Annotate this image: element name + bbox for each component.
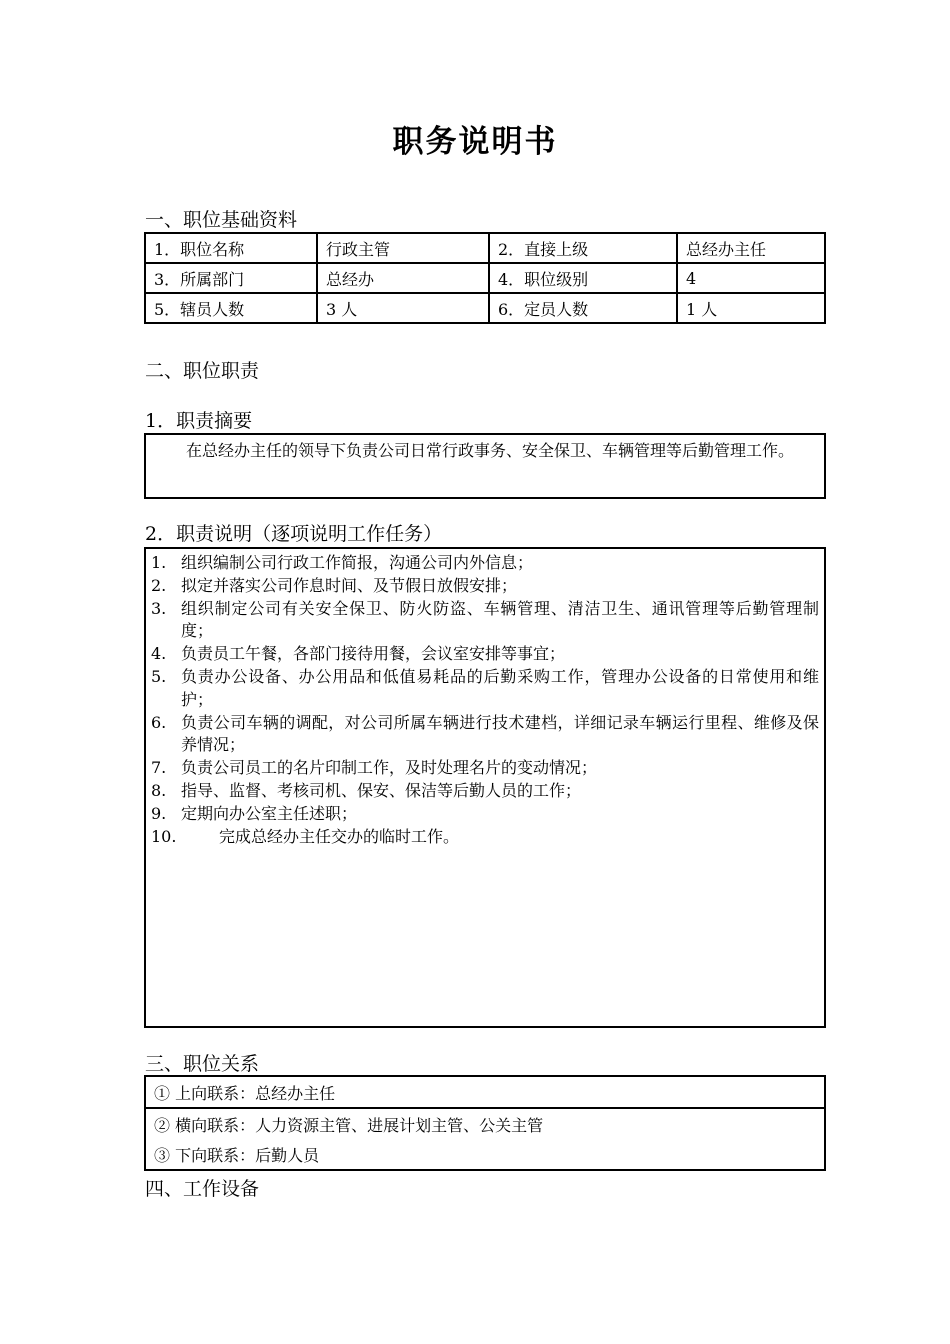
table-row <box>145 293 825 323</box>
table-cell: 2．直接上级 <box>489 233 677 263</box>
table-cell: 3．所属部门 <box>145 263 317 293</box>
section-duty-details: 2．职责说明（逐项说明工作任务） <box>145 523 443 545</box>
document-title: 职务说明书 <box>392 124 558 160</box>
table-cell: 6．定员人数 <box>489 293 677 323</box>
list-item <box>151 757 819 780</box>
table-cell: 4．职位级别 <box>489 263 677 293</box>
table-cell: 总经办 <box>317 263 489 293</box>
section-relations: 三、职位关系 <box>145 1053 260 1075</box>
list-item-text: 指导、监督、考核司机、保安、保洁等后勤人员的工作； <box>181 780 582 800</box>
list-item-number: 1. <box>151 553 167 572</box>
list-item-text: 完成总经办主任交办的临时工作。 <box>219 826 460 846</box>
list-item <box>151 598 819 644</box>
list-item <box>151 803 819 826</box>
list-item-number: 6. <box>151 712 167 732</box>
table-cell: 5．辖员人数 <box>145 293 317 323</box>
table-cell: 4 <box>677 263 825 293</box>
list-item-text: 组织编制公司行政工作简报，沟通公司内外信息； <box>181 553 534 572</box>
list-item-number: 7. <box>151 758 167 778</box>
list-item <box>151 643 819 666</box>
list-item-text: 组织制定公司有关安全保卫、防火防盗、车辆管理、清洁卫生、通讯管理等后勤管理制度； <box>181 598 819 641</box>
table-row <box>145 1139 825 1170</box>
list-item-number: 2. <box>151 575 167 595</box>
list-item <box>151 826 819 849</box>
list-item-number: 3. <box>151 598 167 618</box>
section-equipment: 四、工作设备 <box>145 1178 260 1200</box>
list-item <box>151 575 819 598</box>
table-row <box>145 1076 825 1108</box>
relation-lateral: ② 横向联系：人力资源主管、进展计划主管、公关主管 <box>154 1115 544 1135</box>
list-item <box>151 712 819 758</box>
list-item <box>151 780 819 803</box>
list-item-text: 拟定并落实公司作息时间、及节假日放假安排； <box>181 575 518 595</box>
table-cell: 总经办主任 <box>677 233 825 263</box>
relation-downward: ③ 下向联系：后勤人员 <box>154 1145 320 1165</box>
list-item-text: 定期向办公室主任述职； <box>181 803 358 823</box>
table-row <box>145 1108 825 1139</box>
table-row <box>145 233 825 263</box>
table-cell: 1．职位名称 <box>145 233 317 263</box>
table-row <box>145 263 825 293</box>
list-item-text: 负责办公设备、办公用品和低值易耗品的后勤采购工作，管理办公设备的日常使用和维护； <box>181 666 819 709</box>
table-cell: 1 人 <box>677 293 825 323</box>
relations-table <box>144 1075 826 1171</box>
list-item <box>151 552 819 575</box>
list-item-text: 负责员工午餐，各部门接待用餐，会议室安排等事宜； <box>181 644 566 664</box>
table-cell: 3 人 <box>317 293 489 323</box>
section-duties: 二、职位职责 <box>145 360 260 382</box>
table-cell: 行政主管 <box>317 233 489 263</box>
list-item-number: 8. <box>151 780 167 800</box>
duty-list <box>144 547 826 1028</box>
list-item-text: 负责公司车辆的调配，对公司所属车辆进行技术建档，详细记录车辆运行里程、维修及保养情况； <box>181 712 819 755</box>
section-duty-summary: 1．职责摘要 <box>145 410 253 432</box>
list-item-number: 10. <box>151 826 177 846</box>
duty-summary-box: 在总经办主任的领导下负责公司日常行政事务、安全保卫、车辆管理等后勤管理工作。 <box>144 433 826 499</box>
list-item-number: 9. <box>151 803 167 823</box>
list-item <box>151 666 819 712</box>
relation-upward: ① 上向联系：总经办主任 <box>145 1076 825 1108</box>
list-item-number: 5. <box>151 666 167 686</box>
basic-info-table <box>144 232 826 324</box>
section-basic-info: 一、职位基础资料 <box>145 209 298 231</box>
list-item-text: 负责公司员工的名片印制工作，及时处理名片的变动情况； <box>181 758 598 778</box>
list-item-number: 4. <box>151 644 167 664</box>
